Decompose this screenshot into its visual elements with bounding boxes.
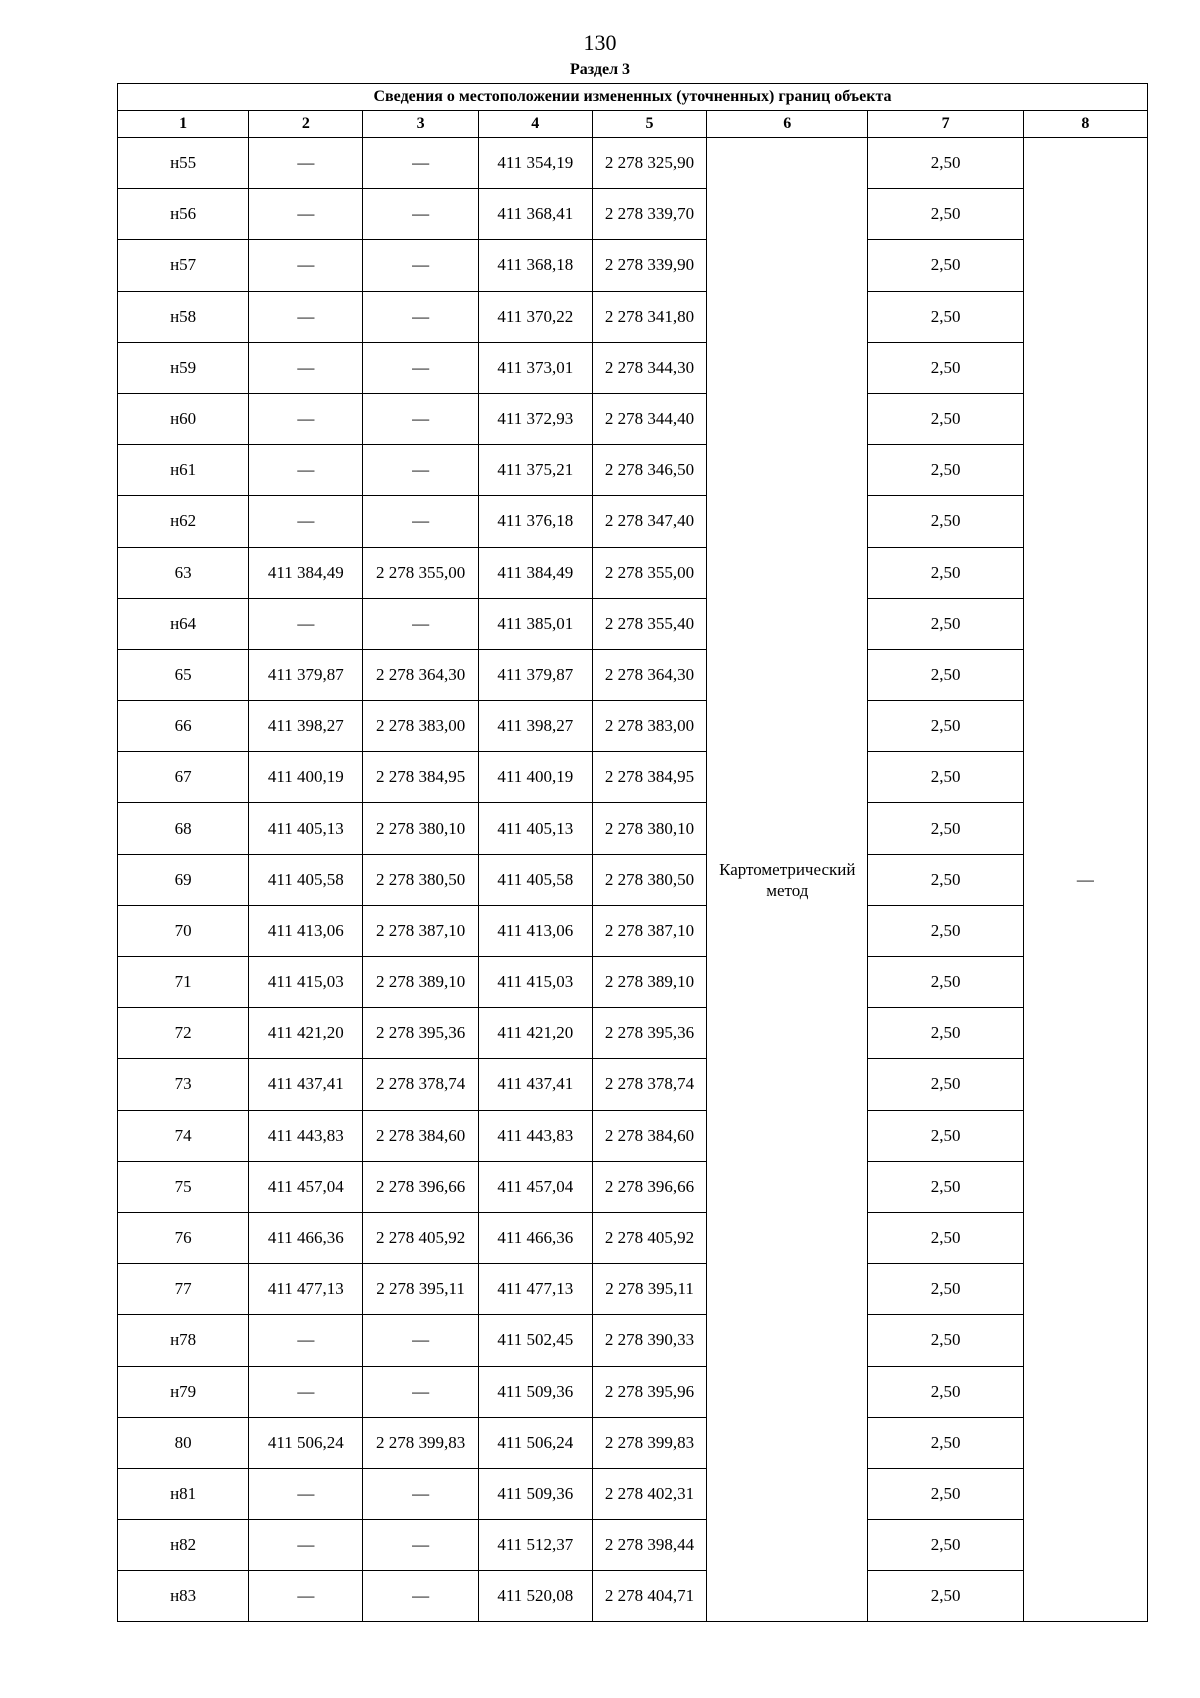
accuracy-cell: 2,50 [868, 1315, 1023, 1366]
x-existing-cell: — [249, 1468, 363, 1519]
y-existing-cell: 2 278 387,10 [363, 905, 478, 956]
x-refined-cell: 411 509,36 [478, 1366, 592, 1417]
y-existing-cell: 2 278 355,00 [363, 547, 478, 598]
x-refined-cell: 411 502,45 [478, 1315, 592, 1366]
y-refined-cell: 2 278 399,83 [592, 1417, 706, 1468]
y-existing-cell: — [363, 598, 478, 649]
table-row [118, 803, 1148, 854]
x-refined-cell: 411 400,19 [478, 752, 592, 803]
x-existing-cell: — [249, 496, 363, 547]
table-row [118, 189, 1148, 240]
accuracy-cell: 2,50 [868, 1264, 1023, 1315]
x-existing-cell: 411 405,13 [249, 803, 363, 854]
x-refined-cell: 411 368,41 [478, 189, 592, 240]
x-existing-cell: — [249, 138, 363, 189]
x-existing-cell: 411 421,20 [249, 1008, 363, 1059]
table-row [118, 1315, 1148, 1366]
point-cell: н62 [118, 496, 249, 547]
x-existing-cell: 411 384,49 [249, 547, 363, 598]
y-refined-cell: 2 278 378,74 [592, 1059, 706, 1110]
x-refined-cell: 411 512,37 [478, 1520, 592, 1571]
x-refined-cell: 411 466,36 [478, 1212, 592, 1263]
x-existing-cell: — [249, 598, 363, 649]
table-row [118, 1468, 1148, 1519]
table-row [118, 905, 1148, 956]
table-row [118, 547, 1148, 598]
y-existing-cell: 2 278 389,10 [363, 957, 478, 1008]
accuracy-cell: 2,50 [868, 598, 1023, 649]
table-row [118, 1520, 1148, 1571]
x-refined-cell: 411 413,06 [478, 905, 592, 956]
x-refined-cell: 411 421,20 [478, 1008, 592, 1059]
x-refined-cell: 411 375,21 [478, 445, 592, 496]
y-refined-cell: 2 278 384,95 [592, 752, 706, 803]
boundary-table [117, 83, 1148, 1622]
point-cell: н61 [118, 445, 249, 496]
accuracy-cell: 2,50 [868, 138, 1023, 189]
point-cell: 72 [118, 1008, 249, 1059]
point-cell: 75 [118, 1161, 249, 1212]
accuracy-cell: 2,50 [868, 1468, 1023, 1519]
point-cell: 68 [118, 803, 249, 854]
y-refined-cell: 2 278 347,40 [592, 496, 706, 547]
table-row [118, 138, 1148, 189]
point-cell: 73 [118, 1059, 249, 1110]
y-existing-cell: — [363, 1468, 478, 1519]
accuracy-cell: 2,50 [868, 1212, 1023, 1263]
table-row [118, 752, 1148, 803]
point-cell: 71 [118, 957, 249, 1008]
x-existing-cell: — [249, 1520, 363, 1571]
point-cell: н59 [118, 342, 249, 393]
table-row [118, 393, 1148, 444]
table-body [118, 138, 1148, 1622]
y-existing-cell: 2 278 384,95 [363, 752, 478, 803]
x-existing-cell: — [249, 342, 363, 393]
y-refined-cell: 2 278 344,40 [592, 393, 706, 444]
y-refined-cell: 2 278 387,10 [592, 905, 706, 956]
accuracy-cell: 2,50 [868, 649, 1023, 700]
y-refined-cell: 2 278 346,50 [592, 445, 706, 496]
y-refined-cell: 2 278 395,36 [592, 1008, 706, 1059]
column-number: 8 [1023, 111, 1147, 138]
accuracy-cell: 2,50 [868, 1571, 1023, 1622]
x-refined-cell: 411 405,58 [478, 854, 592, 905]
point-cell: 77 [118, 1264, 249, 1315]
y-existing-cell: 2 278 395,11 [363, 1264, 478, 1315]
y-existing-cell: — [363, 393, 478, 444]
table-row [118, 1059, 1148, 1110]
y-existing-cell: 2 278 383,00 [363, 701, 478, 752]
column-number: 1 [118, 111, 249, 138]
x-refined-cell: 411 415,03 [478, 957, 592, 1008]
y-existing-cell: — [363, 1315, 478, 1366]
page-number: 130 [583, 30, 617, 55]
y-refined-cell: 2 278 405,92 [592, 1212, 706, 1263]
accuracy-cell: 2,50 [868, 752, 1023, 803]
point-cell: 67 [118, 752, 249, 803]
column-number: 5 [592, 111, 706, 138]
y-refined-cell: 2 278 389,10 [592, 957, 706, 1008]
accuracy-cell: 2,50 [868, 547, 1023, 598]
point-cell: н58 [118, 291, 249, 342]
section-title: Раздел 3 [569, 61, 631, 78]
y-existing-cell: — [363, 1571, 478, 1622]
x-refined-cell: 411 437,41 [478, 1059, 592, 1110]
y-refined-cell: 2 278 380,10 [592, 803, 706, 854]
point-cell: н60 [118, 393, 249, 444]
y-refined-cell: 2 278 364,30 [592, 649, 706, 700]
y-refined-cell: 2 278 355,00 [592, 547, 706, 598]
table-row [118, 1571, 1148, 1622]
accuracy-cell: 2,50 [868, 905, 1023, 956]
accuracy-cell: 2,50 [868, 1059, 1023, 1110]
column-number: 7 [868, 111, 1023, 138]
y-existing-cell: 2 278 364,30 [363, 649, 478, 700]
y-existing-cell: 2 278 399,83 [363, 1417, 478, 1468]
point-cell: 80 [118, 1417, 249, 1468]
y-existing-cell: 2 278 395,36 [363, 1008, 478, 1059]
x-existing-cell: 411 466,36 [249, 1212, 363, 1263]
table-row [118, 1264, 1148, 1315]
y-refined-cell: 2 278 325,90 [592, 138, 706, 189]
column-number: 2 [249, 111, 363, 138]
x-refined-cell: 411 379,87 [478, 649, 592, 700]
accuracy-cell: 2,50 [868, 342, 1023, 393]
accuracy-cell: 2,50 [868, 1366, 1023, 1417]
accuracy-cell: 2,50 [868, 1008, 1023, 1059]
x-existing-cell: — [249, 1315, 363, 1366]
table-row [118, 957, 1148, 1008]
x-refined-cell: 411 477,13 [478, 1264, 592, 1315]
column-number: 4 [478, 111, 592, 138]
y-existing-cell: 2 278 380,10 [363, 803, 478, 854]
y-existing-cell: 2 278 380,50 [363, 854, 478, 905]
point-cell: н78 [118, 1315, 249, 1366]
point-cell: н64 [118, 598, 249, 649]
table-row [118, 240, 1148, 291]
table-row [118, 1161, 1148, 1212]
x-existing-cell: 411 457,04 [249, 1161, 363, 1212]
y-refined-cell: 2 278 341,80 [592, 291, 706, 342]
table-row [118, 598, 1148, 649]
y-existing-cell: — [363, 496, 478, 547]
table-row [118, 1212, 1148, 1263]
point-cell: н81 [118, 1468, 249, 1519]
table-caption: Сведения о местоположении измененных (уточненных) границ объекта [118, 84, 1148, 111]
y-refined-cell: 2 278 344,30 [592, 342, 706, 393]
y-refined-cell: 2 278 384,60 [592, 1110, 706, 1161]
point-cell: 74 [118, 1110, 249, 1161]
y-refined-cell: 2 278 390,33 [592, 1315, 706, 1366]
column-number: 3 [363, 111, 478, 138]
x-existing-cell: — [249, 189, 363, 240]
point-cell: н56 [118, 189, 249, 240]
point-cell: 66 [118, 701, 249, 752]
y-existing-cell: — [363, 445, 478, 496]
y-refined-cell: 2 278 395,11 [592, 1264, 706, 1315]
x-refined-cell: 411 372,93 [478, 393, 592, 444]
x-existing-cell: 411 413,06 [249, 905, 363, 956]
table-row [118, 496, 1148, 547]
x-refined-cell: 411 384,49 [478, 547, 592, 598]
x-existing-cell: — [249, 291, 363, 342]
x-existing-cell: 411 398,27 [249, 701, 363, 752]
point-cell: н83 [118, 1571, 249, 1622]
y-refined-cell: 2 278 339,90 [592, 240, 706, 291]
point-cell: н82 [118, 1520, 249, 1571]
accuracy-cell: 2,50 [868, 189, 1023, 240]
x-existing-cell: 411 379,87 [249, 649, 363, 700]
y-refined-cell: 2 278 380,50 [592, 854, 706, 905]
table-row [118, 701, 1148, 752]
table-row [118, 291, 1148, 342]
table-row [118, 649, 1148, 700]
point-cell: н55 [118, 138, 249, 189]
table-row [118, 342, 1148, 393]
accuracy-cell: 2,50 [868, 1161, 1023, 1212]
y-existing-cell: 2 278 384,60 [363, 1110, 478, 1161]
y-refined-cell: 2 278 398,44 [592, 1520, 706, 1571]
x-existing-cell: 411 437,41 [249, 1059, 363, 1110]
x-existing-cell: — [249, 393, 363, 444]
x-existing-cell: 411 443,83 [249, 1110, 363, 1161]
accuracy-cell: 2,50 [868, 496, 1023, 547]
y-refined-cell: 2 278 383,00 [592, 701, 706, 752]
table-row [118, 1110, 1148, 1161]
y-existing-cell: 2 278 378,74 [363, 1059, 478, 1110]
x-refined-cell: 411 376,18 [478, 496, 592, 547]
accuracy-cell: 2,50 [868, 1110, 1023, 1161]
y-existing-cell: 2 278 405,92 [363, 1212, 478, 1263]
column8-cell: — [1023, 138, 1147, 1622]
accuracy-cell: 2,50 [868, 854, 1023, 905]
table-row [118, 1417, 1148, 1468]
y-existing-cell: 2 278 396,66 [363, 1161, 478, 1212]
y-refined-cell: 2 278 395,96 [592, 1366, 706, 1417]
accuracy-cell: 2,50 [868, 1417, 1023, 1468]
point-cell: 63 [118, 547, 249, 598]
x-existing-cell: 411 400,19 [249, 752, 363, 803]
accuracy-cell: 2,50 [868, 240, 1023, 291]
y-existing-cell: — [363, 138, 478, 189]
y-existing-cell: — [363, 1520, 478, 1571]
x-refined-cell: 411 370,22 [478, 291, 592, 342]
accuracy-cell: 2,50 [868, 1520, 1023, 1571]
point-cell: 76 [118, 1212, 249, 1263]
x-existing-cell: — [249, 1571, 363, 1622]
point-cell: 70 [118, 905, 249, 956]
y-refined-cell: 2 278 402,31 [592, 1468, 706, 1519]
method-cell: Картометрический метод [707, 138, 868, 1622]
y-refined-cell: 2 278 404,71 [592, 1571, 706, 1622]
y-existing-cell: — [363, 189, 478, 240]
accuracy-cell: 2,50 [868, 291, 1023, 342]
x-refined-cell: 411 506,24 [478, 1417, 592, 1468]
table-row [118, 445, 1148, 496]
column-number-row [118, 111, 1148, 138]
accuracy-cell: 2,50 [868, 957, 1023, 1008]
x-refined-cell: 411 354,19 [478, 138, 592, 189]
table-row [118, 1366, 1148, 1417]
x-refined-cell: 411 520,08 [478, 1571, 592, 1622]
point-cell: 65 [118, 649, 249, 700]
x-existing-cell: — [249, 445, 363, 496]
y-existing-cell: — [363, 342, 478, 393]
x-existing-cell: — [249, 1366, 363, 1417]
x-refined-cell: 411 405,13 [478, 803, 592, 854]
x-refined-cell: 411 368,18 [478, 240, 592, 291]
x-refined-cell: 411 373,01 [478, 342, 592, 393]
column-number: 6 [707, 111, 868, 138]
y-refined-cell: 2 278 396,66 [592, 1161, 706, 1212]
point-cell: н79 [118, 1366, 249, 1417]
x-existing-cell: 411 506,24 [249, 1417, 363, 1468]
y-refined-cell: 2 278 339,70 [592, 189, 706, 240]
y-existing-cell: — [363, 291, 478, 342]
x-existing-cell: — [249, 240, 363, 291]
x-existing-cell: 411 415,03 [249, 957, 363, 1008]
accuracy-cell: 2,50 [868, 803, 1023, 854]
x-refined-cell: 411 443,83 [478, 1110, 592, 1161]
point-cell: н57 [118, 240, 249, 291]
x-refined-cell: 411 385,01 [478, 598, 592, 649]
y-existing-cell: — [363, 240, 478, 291]
accuracy-cell: 2,50 [868, 701, 1023, 752]
y-refined-cell: 2 278 355,40 [592, 598, 706, 649]
x-existing-cell: 411 405,58 [249, 854, 363, 905]
table-row [118, 1008, 1148, 1059]
accuracy-cell: 2,50 [868, 445, 1023, 496]
x-refined-cell: 411 457,04 [478, 1161, 592, 1212]
point-cell: 69 [118, 854, 249, 905]
accuracy-cell: 2,50 [868, 393, 1023, 444]
y-existing-cell: — [363, 1366, 478, 1417]
x-existing-cell: 411 477,13 [249, 1264, 363, 1315]
x-refined-cell: 411 398,27 [478, 701, 592, 752]
x-refined-cell: 411 509,36 [478, 1468, 592, 1519]
table-row [118, 854, 1148, 905]
